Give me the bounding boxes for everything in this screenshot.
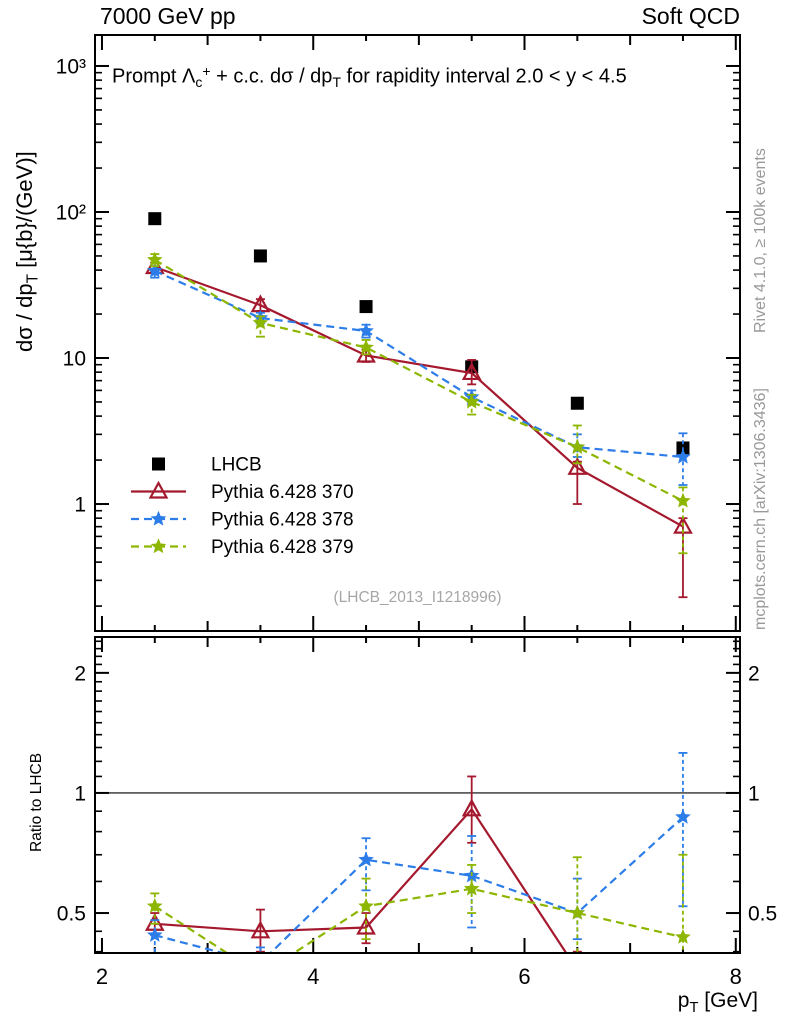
y-tick-label: 1: [74, 782, 86, 806]
ratio-series-pythia-6-428-379: [147, 855, 691, 1024]
series-lhcb: [148, 212, 689, 454]
line-pythia-6-428-370: [155, 809, 683, 1007]
main-panel-frame: [95, 35, 740, 631]
legend-marker-pythia-6-428-378: [151, 511, 167, 526]
x-tick-label: 6: [518, 964, 531, 989]
x-axis-label: $p_T$ [GeV]: [677, 989, 758, 1017]
legend-marker-pythia-6-428-379: [151, 538, 167, 553]
y-tick-label-right: 2: [748, 662, 760, 686]
markers-pythia-6-428-379: [147, 881, 691, 982]
y-axis-label: dσ / $dp_T$ [μ{b}/(GeV)]: [12, 151, 42, 352]
plot-title: Prompt $\Lambda_c^+ + c.c$. dσ / $dp_T$ for rapidity interval 2.0 < y < 4.5: [112, 63, 627, 91]
y-tick-label: 10³: [55, 55, 86, 79]
y-tick-label: 10: [62, 347, 86, 371]
y-tick-label: 2: [74, 662, 86, 686]
ratio-panel-frame: [95, 637, 740, 953]
y-tick-label-right: 1: [748, 782, 760, 806]
star-marker: [253, 967, 269, 982]
legend-label-pythia-6-428-378: Pythia 6.428 378: [211, 509, 354, 531]
square-marker: [571, 397, 584, 410]
ratio-series-pythia-6-428-370: [147, 776, 691, 1024]
x-tick-label: 4: [307, 964, 320, 989]
line-pythia-6-428-379: [155, 889, 683, 975]
y-tick-label: 1: [74, 493, 86, 517]
square-marker: [148, 212, 161, 225]
legend-marker-lhcb: [152, 458, 165, 471]
error-bars-pythia-6-428-370: [150, 776, 687, 1024]
error-bars-pythia-6-428-379: [150, 855, 687, 1024]
error-bars-pythia-6-428-379: [150, 254, 687, 553]
legend-marker-pythia-6-428-370: [151, 483, 167, 498]
y-tick-label: 10²: [55, 201, 86, 225]
beam-energy-label: 7000 GeV pp: [100, 3, 236, 29]
y-tick-label-right: 0.5: [748, 902, 778, 926]
process-group-label: Soft QCD: [641, 3, 740, 29]
x-tick-label: 2: [95, 964, 109, 989]
ratio-panel: [57, 637, 777, 1024]
legend: [131, 455, 354, 559]
mcplots-reference-note: mcplots.cern.ch [arXiv:1306.3436]: [752, 388, 769, 630]
rivet-version-note: Rivet 4.1.0, ≥ 100k events: [752, 148, 769, 333]
star-marker: [253, 955, 269, 970]
legend-label-pythia-6-428-379: Pythia 6.428 379: [211, 537, 354, 558]
analysis-id-watermark: (LHCB_2013_I1218996): [333, 589, 502, 606]
markers-pythia-6-428-370: [147, 801, 691, 1014]
ratio-axis-label: Ratio to LHCB: [28, 752, 45, 852]
legend-label-pythia-6-428-370: Pythia 6.428 370: [211, 482, 354, 503]
square-marker: [360, 300, 373, 313]
x-tick-labels: [96, 964, 742, 989]
markers-lhcb: [148, 212, 689, 454]
line-pythia-6-428-378: [155, 817, 683, 963]
triangle-marker: [569, 961, 585, 976]
star-marker: [358, 898, 374, 913]
square-marker: [254, 249, 267, 262]
y-tick-label: 0.5: [56, 902, 86, 926]
series-pythia-6-428-379: [147, 252, 691, 554]
x-tick-label: 8: [729, 964, 742, 989]
legend-label-lhcb: LHCB: [211, 454, 262, 476]
